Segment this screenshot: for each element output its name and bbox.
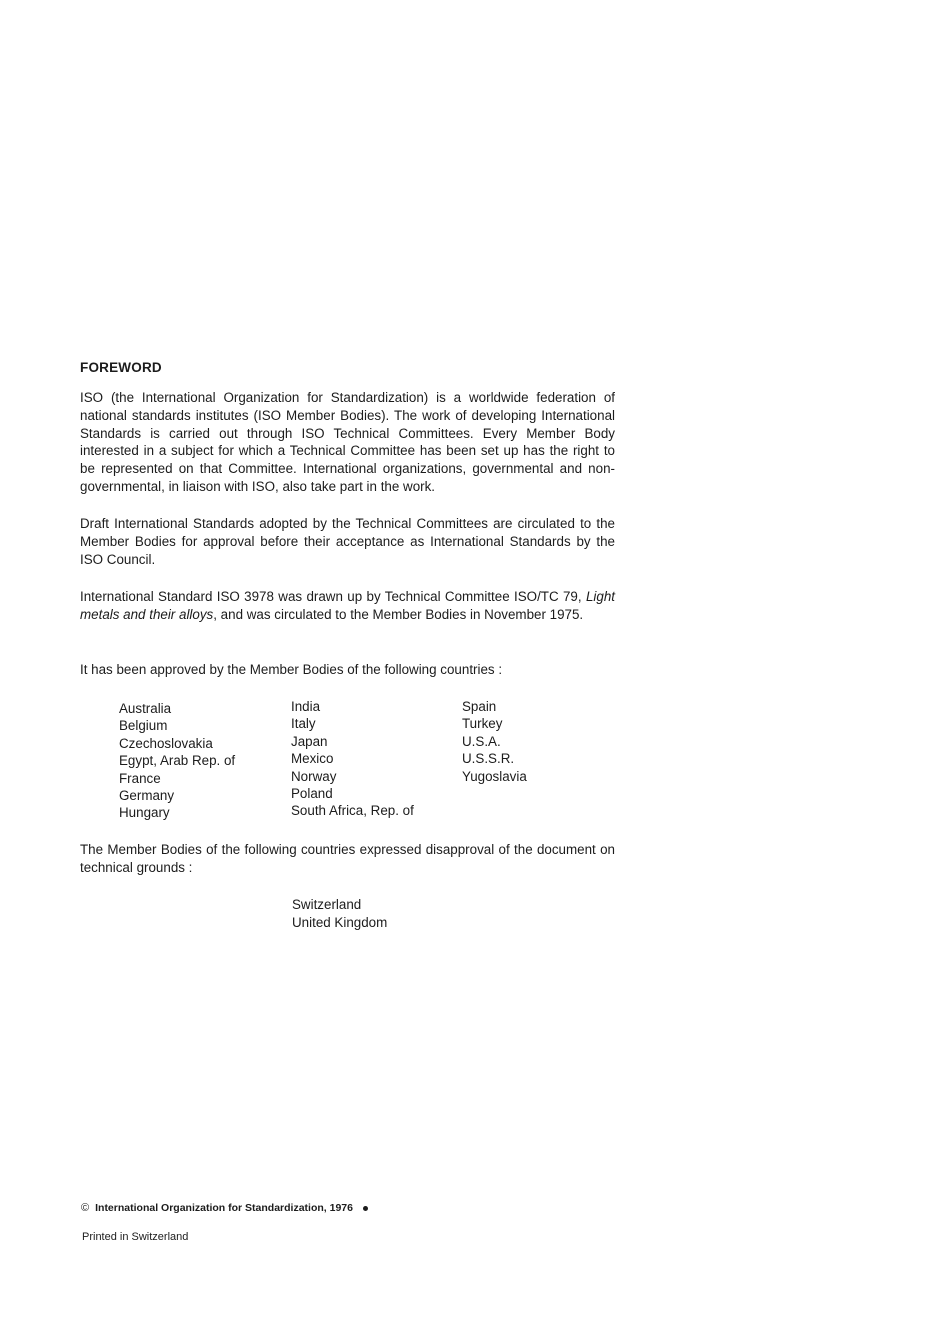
foreword-paragraph-drafts: Draft International Standards adopted by the Technical Committees are circulated to the Member Bodies for approval before their acceptance as International Standards by the ISO Council. (80, 516, 615, 567)
country-name: Mexico (291, 751, 334, 767)
country-name: Australia (119, 701, 172, 716)
country-name: Norway (291, 768, 337, 784)
country-name: Turkey (462, 716, 503, 732)
country-name: Yugoslavia (462, 768, 527, 784)
foreword-heading: FOREWORD (80, 360, 162, 375)
country-name: France (119, 770, 161, 786)
country-name: India (291, 699, 321, 714)
country-name: Japan (291, 733, 328, 749)
foreword-paragraph-iso: ISO (the International Organization for Standardization) is a worldwide federation of national standards institutes (ISO Member Bodies). The work of developing International Standards is carried out through ISO Technical Committees. Every Member Body interested in a subject for which a Technical Committee has been set up has the right to be represented on that Committee. International organizations, governmental and non-governmental, in liaison with ISO, also take part in the work. (80, 390, 615, 494)
committee-title: Light metals and their alloys (80, 589, 615, 622)
disapproved-countries (292, 896, 387, 931)
copyright-line (81, 1202, 368, 1214)
country-name: U.S.S.R. (462, 751, 515, 767)
country-name: Germany (119, 788, 175, 804)
country-name: Hungary (119, 805, 170, 821)
copyright-text: International Organization for Standardization, 1976 (95, 1202, 353, 1214)
country-name: Belgium (119, 718, 168, 734)
bullet-dot-icon (363, 1206, 368, 1211)
standard-text-b: , and was circulated to the Member Bodies in November 1975. (213, 606, 584, 622)
printed-in: Printed in Switzerland (82, 1231, 189, 1243)
disapproval-intro: The Member Bodies of the following countries expressed disapproval of the document on technical grounds : (80, 842, 615, 875)
country-name: Spain (462, 699, 497, 714)
country-name: Switzerland (292, 897, 362, 912)
approved-countries-column-3 (462, 698, 527, 785)
country-name: Czechoslovakia (119, 735, 213, 751)
country-name: Italy (291, 716, 316, 732)
country-name: U.S.A. (462, 733, 501, 749)
foreword-paragraph-standard (80, 588, 615, 624)
country-name: South Africa, Rep. of (291, 803, 414, 819)
standard-text-a: International Standard ISO 3978 was drawn up by Technical Committee ISO/TC 79, (80, 589, 586, 604)
country-name: Poland (291, 786, 333, 802)
country-name: Egypt, Arab Rep. of (119, 753, 236, 769)
country-name: United Kingdom (292, 914, 388, 930)
copyright-icon: © (81, 1202, 90, 1214)
approved-countries-column-1 (119, 700, 235, 822)
approved-countries-column-2 (291, 698, 414, 820)
approval-intro: It has been approved by the Member Bodies of the following countries : (80, 662, 503, 677)
